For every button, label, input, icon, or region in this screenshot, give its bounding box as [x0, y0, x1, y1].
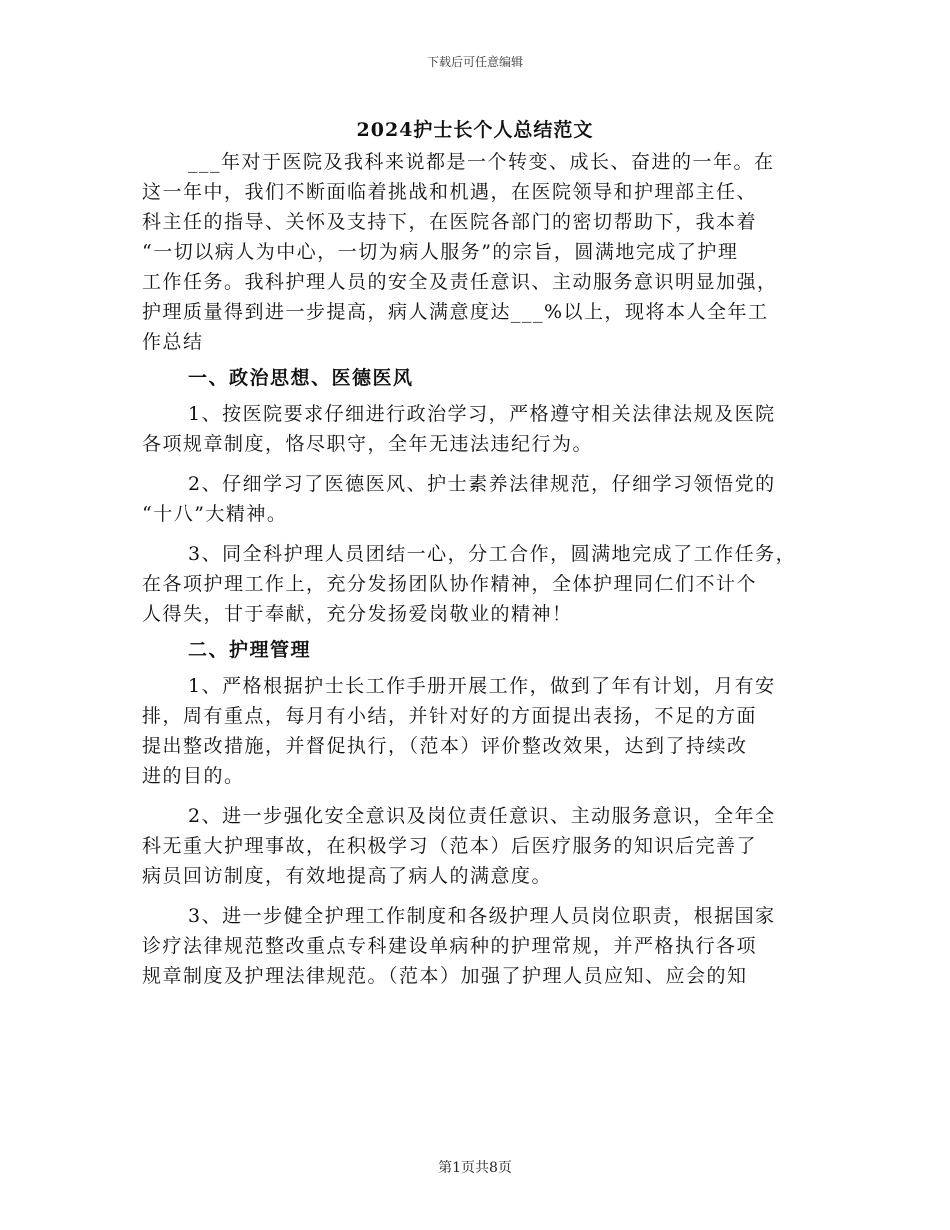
text-line: 科无重大护理事故，在积极学习（范本）后医疗服务的知识后完善了: [142, 835, 758, 857]
text-line: 科主任的指导、关怀及支持下，在医院各部门的密切帮助下，我本着: [142, 211, 758, 233]
text-line: 进的目的。: [142, 765, 245, 787]
text-line: 规章制度及护理法律规范。（范本）加强了护理人员应知、应会的知: [142, 965, 748, 987]
text-line: 这一年中，我们不断面临着挑战和机遇，在医院领导和护理部主任、: [142, 181, 758, 203]
text-line: 在各项护理工作上，充分发扬团队协作精神，全体护理同仁们不计个: [142, 573, 758, 595]
section-heading-nursing-management: 二、护理管理: [188, 639, 312, 661]
section1-paragraph-1: [142, 399, 817, 459]
text-line: 作总结: [142, 331, 204, 353]
section1-paragraph-3: [142, 539, 817, 629]
page-footer: 第1页共8页: [438, 1160, 512, 1176]
text-line: 1、按医院要求仔细进行政治学习，严格遵守相关法律法规及医院: [188, 403, 776, 425]
text-line: 2、进一步强化安全意识及岗位责任意识、主动服务意识，全年全: [188, 805, 776, 827]
text-line: 护理质量得到进一步提高，病人满意度达___%以上，现将本人全年工: [142, 301, 769, 323]
section2-paragraph-3: [142, 901, 817, 991]
section2-paragraph-2: [142, 801, 817, 891]
text-line: 排，周有重点，每月有小结，并针对好的方面提出表扬，不足的方面: [142, 705, 758, 727]
text-line: 3、进一步健全护理工作制度和各级护理人员岗位职责，根据国家: [188, 905, 776, 927]
text-line: 3、同全科护理人员团结一心，分工合作，圆满地完成了工作任务，: [188, 543, 797, 565]
text-line: 提出整改措施，并督促执行，（范本）评价整改效果，达到了持续改: [142, 735, 748, 757]
text-line: 1、严格根据护士长工作手册开展工作，做到了年有计划，月有安: [188, 675, 776, 697]
intro-paragraph: [142, 147, 817, 357]
section-heading-political: 一、政治思想、医德医风: [188, 367, 414, 389]
section1-paragraph-2: [142, 469, 817, 529]
text-line: 2、仔细学习了医德医风、护士素养法律规范，仔细学习领悟党的: [188, 473, 776, 495]
text-line: “一切以病人为中心，一切为病人服务”的宗旨，圆满地完成了护理: [142, 241, 739, 263]
text-line: 各项规章制度，恪尽职守，全年无违法违纪行为。: [142, 433, 594, 455]
section2-paragraph-1: [142, 671, 817, 791]
text-line: “十八”大精神。: [142, 503, 288, 525]
text-line: 工作任务。我科护理人员的安全及责任意识、主动服务意识明显加强，: [142, 271, 778, 293]
text-line: 病员回访制度，有效地提高了病人的满意度。: [142, 865, 553, 887]
document-title: 2024护士长个人总结范文: [356, 119, 594, 141]
text-line: ___年对于医院及我科来说都是一个转变、成长、奋进的一年。在: [188, 151, 775, 173]
text-line: 诊疗法律规范整改重点专科建设单病种的护理常规，并严格执行各项: [142, 935, 758, 957]
text-line: 人得失，甘于奉献，充分发扬爱岗敬业的精神！: [142, 603, 573, 625]
header-note: 下载后可任意编辑: [426, 55, 523, 69]
document-body: [142, 147, 817, 991]
